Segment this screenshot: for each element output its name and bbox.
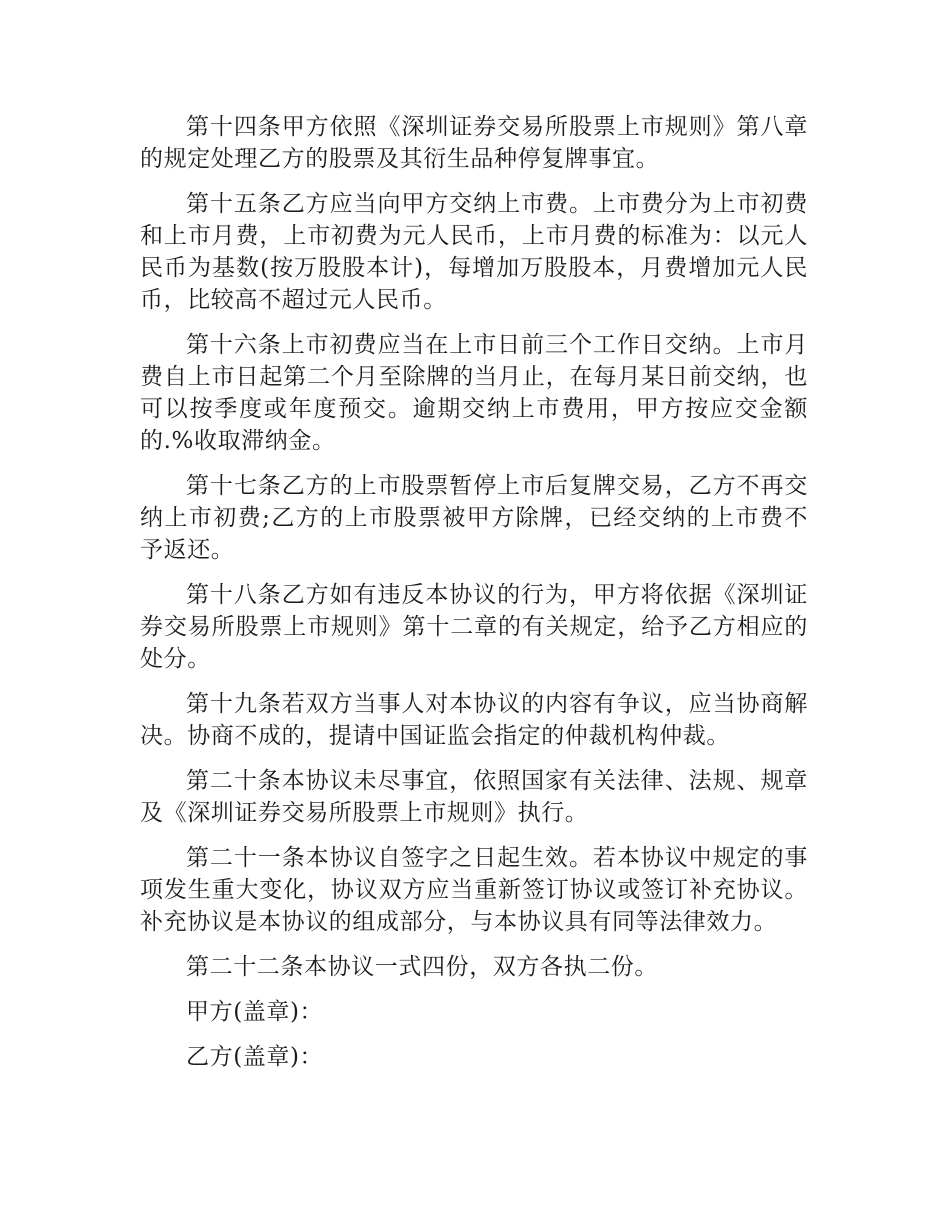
article-18: 第十八条乙方如有违反本协议的行为，甲方将依据《深圳证券交易所股票上市规则》第十二章的有关规定，给予乙方相应的处分。 xyxy=(140,582,808,672)
article-19: 第十九条若双方当事人对本协议的内容有争议，应当协商解决。协商不成的，提请中国证监会指定的仲裁机构仲裁。 xyxy=(140,691,808,749)
article-15: 第十五条乙方应当向甲方交纳上市费。上市费分为上市初费和上市月费，上市初费为元人民币，上市月费的标准为：以元人民币为基数(按万股股本计)，每增加万股股本，月费增加元人民币，比较高不超过元人民币。 xyxy=(140,191,808,313)
article-20: 第二十条本协议未尽事宜，依照国家有关法律、法规、规章及《深圳证券交易所股票上市规则》执行。 xyxy=(140,768,808,826)
article-21: 第二十一条本协议自签字之日起生效。若本协议中规定的事项发生重大变化，协议双方应当重新签订协议或签订补充协议。补充协议是本协议的组成部分，与本协议具有同等法律效力。 xyxy=(140,845,808,935)
signature-party-b: 乙方(盖章)： xyxy=(186,1044,324,1070)
article-22: 第二十二条本协议一式四份，双方各执二份。 xyxy=(186,954,658,980)
document-body xyxy=(140,111,808,1086)
article-17: 第十七条乙方的上市股票暂停上市后复牌交易，乙方不再交纳上市初费;乙方的上市股票被甲方除牌，已经交纳的上市费不予返还。 xyxy=(140,473,808,563)
article-16: 第十六条上市初费应当在上市日前三个工作日交纳。上市月费自上市日起第二个月至除牌的当月止，在每月某日前交纳，也可以按季度或年度预交。逾期交纳上市费用，甲方按应交金额的.%收取滞纳金。 xyxy=(140,332,808,454)
signature-party-a: 甲方(盖章)： xyxy=(186,999,324,1025)
article-14: 第十四条甲方依照《深圳证券交易所股票上市规则》第八章的规定处理乙方的股票及其衍生品种停复牌事宜。 xyxy=(140,114,808,172)
